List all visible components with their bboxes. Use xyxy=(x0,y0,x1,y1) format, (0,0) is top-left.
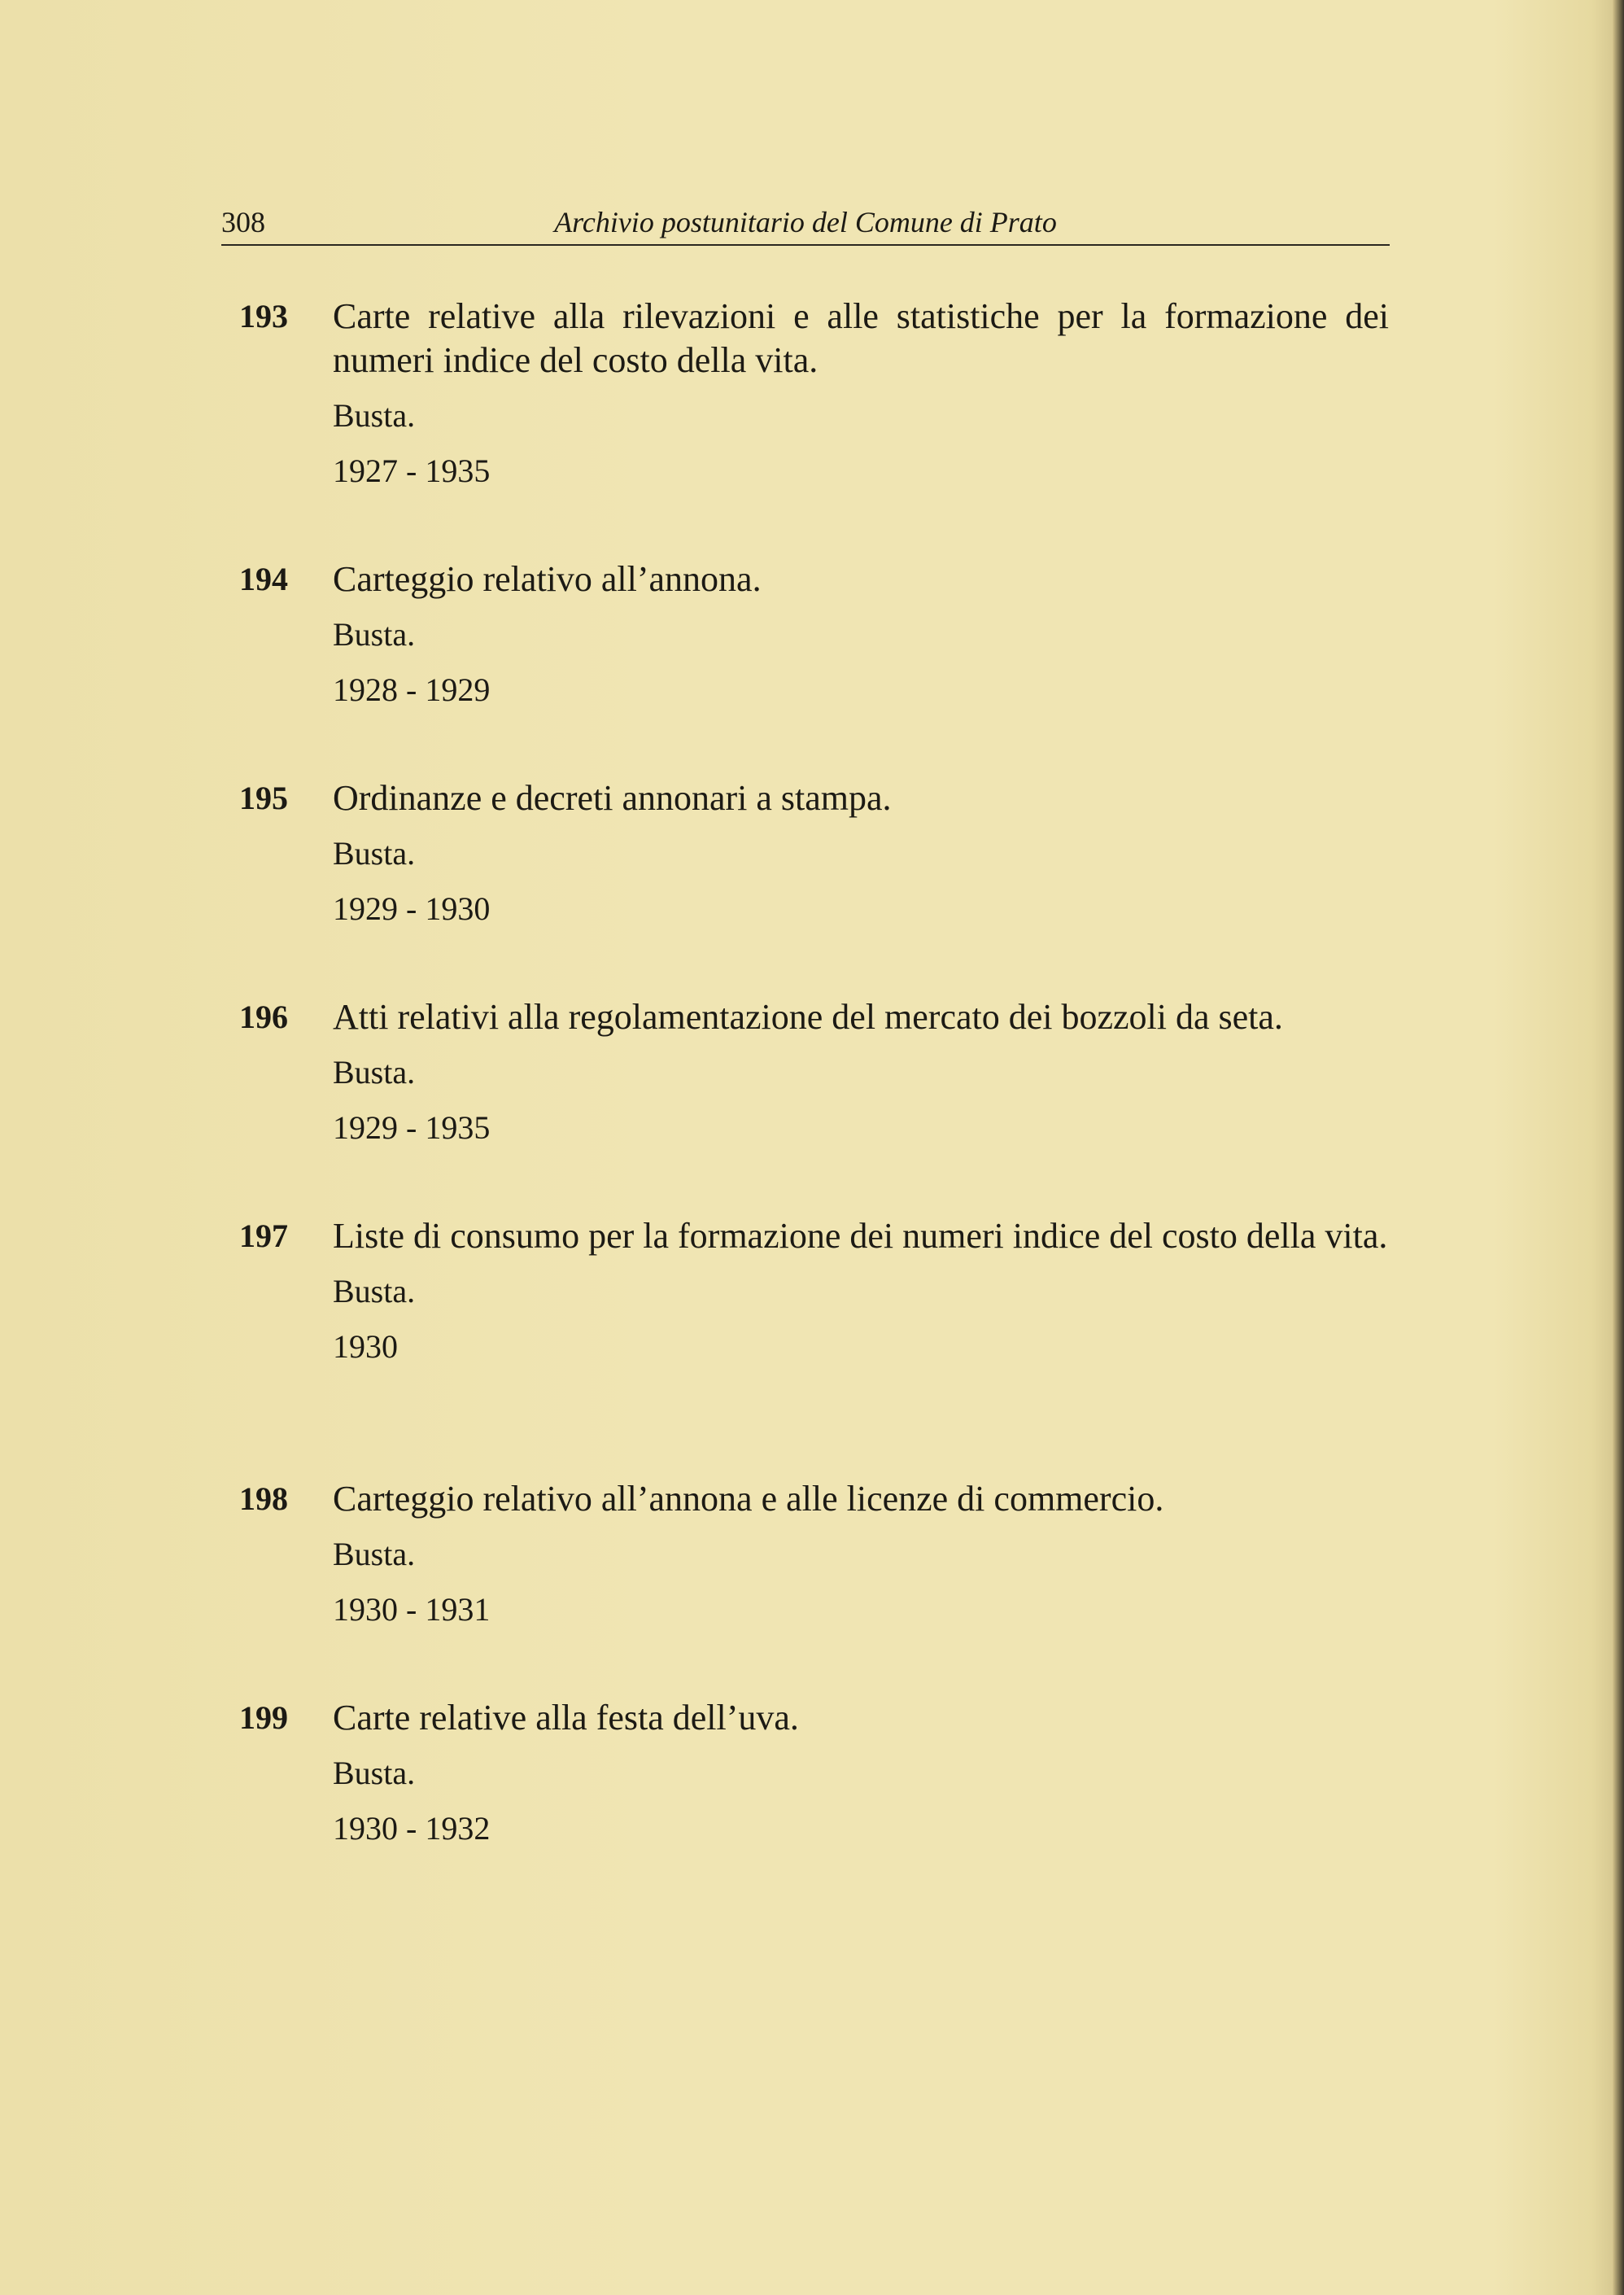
inventory-entry-196 xyxy=(221,995,1390,1214)
entry-dates: 1929 - 1935 xyxy=(333,1109,491,1146)
entry-number: 199 xyxy=(239,1699,288,1736)
entry-description: Carteggio relativo all’annona e alle licenze di commercio. xyxy=(333,1479,1164,1519)
inventory-entry-197 xyxy=(221,1214,1390,1477)
inventory-entry-195 xyxy=(221,776,1390,995)
entry-description: Carteggio relativo all’annona. xyxy=(333,559,762,599)
entry-body xyxy=(333,995,1389,1150)
entry-dates: 1929 - 1930 xyxy=(333,890,491,927)
entry-body xyxy=(333,1696,1389,1851)
running-title: Archivio postunitario del Comune di Prato xyxy=(554,206,1057,238)
entry-unit: Busta. xyxy=(333,1273,416,1309)
entry-body xyxy=(333,776,1389,931)
entry-description: Atti relativi alla regolamentazione del mercato dei bozzoli da seta. xyxy=(333,997,1283,1037)
entry-unit: Busta. xyxy=(333,1054,416,1091)
inventory-entry-198 xyxy=(221,1477,1390,1696)
entry-number: 193 xyxy=(239,298,288,334)
inventory-entry-193 xyxy=(221,295,1390,557)
entry-description: Carte relative alla rilevazioni e alle statistiche per la formazione dei numeri indice del costo della vita. xyxy=(333,296,1389,380)
entry-dates: 1930 - 1932 xyxy=(333,1810,491,1847)
entry-body xyxy=(333,1477,1389,1632)
entry-number: 194 xyxy=(239,561,288,597)
entry-dates: 1928 - 1929 xyxy=(333,671,491,708)
entry-body xyxy=(333,1214,1389,1369)
inventory-entry-199 xyxy=(221,1696,1390,1915)
entry-unit: Busta. xyxy=(333,1536,416,1572)
entry-dates: 1930 - 1931 xyxy=(333,1591,491,1628)
entry-body xyxy=(333,557,1389,712)
inventory-entry-194 xyxy=(221,557,1390,776)
inventory-entries xyxy=(221,295,1390,1915)
entry-unit: Busta. xyxy=(333,1755,416,1791)
entry-unit: Busta. xyxy=(333,835,416,872)
entry-dates: 1927 - 1935 xyxy=(333,452,491,489)
page-edge-shadow xyxy=(1613,0,1624,2295)
entry-description: Carte relative alla festa dell’uva. xyxy=(333,1698,799,1738)
entry-description: Ordinanze e decreti annonari a stampa. xyxy=(333,778,892,818)
entry-number: 197 xyxy=(239,1217,288,1254)
entry-number: 196 xyxy=(239,999,288,1035)
entry-unit: Busta. xyxy=(333,397,416,434)
entry-description: Liste di consumo per la formazione dei numeri indice del costo della vita. xyxy=(333,1216,1388,1256)
entry-number: 195 xyxy=(239,780,288,816)
entry-body xyxy=(333,295,1389,493)
page-number: 308 xyxy=(221,206,265,238)
page-header xyxy=(221,203,1390,246)
entry-number: 198 xyxy=(239,1480,288,1517)
entry-dates: 1930 xyxy=(333,1328,398,1365)
entry-unit: Busta. xyxy=(333,616,416,653)
